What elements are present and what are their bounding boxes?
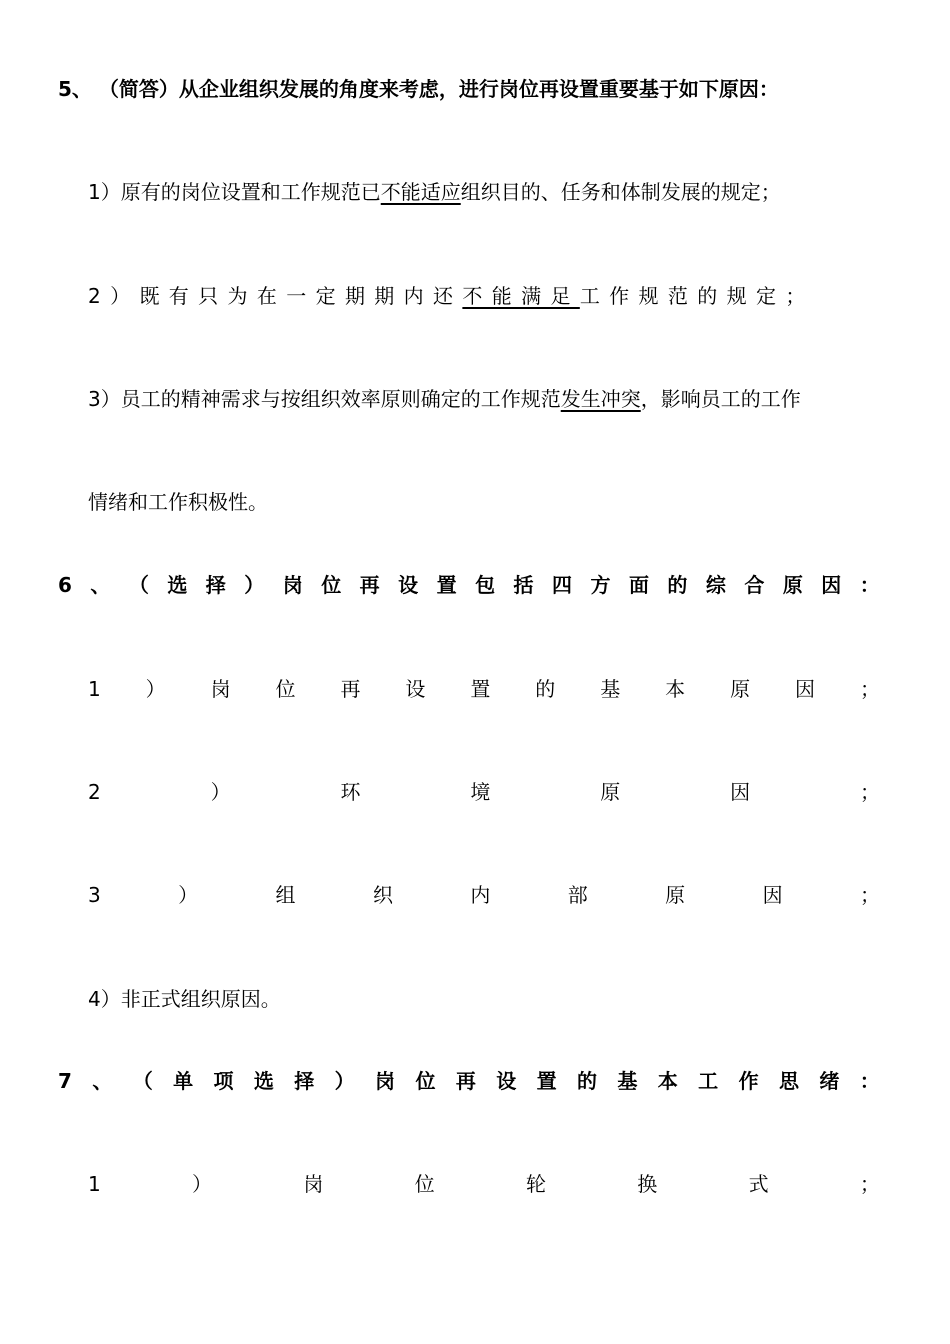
justified-char: 设 bbox=[496, 1069, 517, 1093]
question-7-heading bbox=[58, 1067, 880, 1095]
q5-point-2-post: 工 作 规 范 的 规 定 ； bbox=[579, 284, 807, 308]
justified-char: 3 bbox=[88, 883, 101, 907]
question-6-heading bbox=[58, 571, 880, 599]
q6-row-3 bbox=[88, 881, 880, 909]
justified-char: ） bbox=[334, 1069, 355, 1093]
justified-char: 选 bbox=[167, 573, 188, 597]
justified-char: 内 bbox=[470, 883, 491, 907]
q5-point-2-underlined: 不 能 满 足 bbox=[462, 284, 580, 308]
justified-char: 换 bbox=[637, 1172, 658, 1196]
justified-char: 岗 bbox=[282, 573, 303, 597]
justified-char: ； bbox=[859, 677, 880, 701]
justified-char: 的 bbox=[577, 1069, 597, 1093]
justified-char: 绪 bbox=[819, 1069, 840, 1093]
q5-point-3-post: ，影响员工的工作 bbox=[640, 387, 801, 411]
q6-row-4: 4）非正式组织原因。 bbox=[88, 987, 281, 1011]
justified-char: 项 bbox=[213, 1069, 234, 1093]
q5-point-2 bbox=[88, 282, 807, 310]
justified-char: 面 bbox=[628, 573, 649, 597]
justified-char: 设 bbox=[405, 677, 426, 701]
justified-char: 原 bbox=[730, 677, 751, 701]
justified-char: 位 bbox=[414, 1172, 435, 1196]
justified-char: ） bbox=[192, 1172, 213, 1196]
justified-char: 选 bbox=[253, 1069, 274, 1093]
justified-char: 包 bbox=[475, 573, 496, 597]
q5-point-1 bbox=[88, 178, 781, 206]
justified-char: 式 bbox=[748, 1172, 769, 1196]
justified-char: 置 bbox=[470, 677, 491, 701]
justified-char: 7 bbox=[58, 1069, 72, 1093]
justified-char: 组 bbox=[275, 883, 296, 907]
justified-char: 择 bbox=[205, 573, 226, 597]
justified-char: 原 bbox=[600, 780, 621, 804]
justified-char: 基 bbox=[600, 677, 621, 701]
justified-char: 再 bbox=[340, 677, 361, 701]
q5-point-3-pre: 3）员工的精神需求与按组织效率原则确定的工作规范 bbox=[88, 387, 561, 411]
justified-char: 位 bbox=[275, 677, 296, 701]
justified-char: ； bbox=[859, 780, 880, 804]
justified-char: 再 bbox=[359, 573, 380, 597]
justified-char: 基 bbox=[617, 1069, 638, 1093]
justified-char: 思 bbox=[778, 1069, 799, 1093]
justified-char: 织 bbox=[372, 883, 393, 907]
justified-char: 因 bbox=[821, 573, 842, 597]
justified-char: （ bbox=[128, 573, 149, 597]
q6-row-1 bbox=[88, 675, 880, 703]
justified-char: 合 bbox=[744, 573, 765, 597]
justified-char: 再 bbox=[455, 1069, 476, 1093]
justified-char: 岗 bbox=[375, 1069, 396, 1093]
justified-char: 原 bbox=[782, 573, 803, 597]
justified-char: 轮 bbox=[525, 1172, 546, 1196]
justified-char: 岗 bbox=[303, 1172, 324, 1196]
justified-char: 择 bbox=[294, 1069, 315, 1093]
justified-char: 原 bbox=[665, 883, 686, 907]
justified-char: 部 bbox=[567, 883, 588, 907]
question-5-heading: 5、 （简答）从企业组织发展的角度来考虑，进行岗位再设置重要基于如下原因： bbox=[58, 77, 779, 101]
justified-char: 、 bbox=[90, 573, 111, 597]
q7-row-1 bbox=[88, 1170, 880, 1198]
justified-char: 1 bbox=[88, 677, 101, 701]
justified-char: 因 bbox=[730, 780, 751, 804]
justified-char: 岗 bbox=[210, 677, 231, 701]
q5-point-1-underlined: 不能适应 bbox=[380, 180, 461, 204]
justified-char: 工 bbox=[698, 1069, 719, 1093]
justified-char: （ bbox=[132, 1069, 153, 1093]
justified-char: ； bbox=[859, 1172, 880, 1196]
q5-point-3-continuation: 情绪和工作积极性。 bbox=[88, 490, 268, 514]
q5-point-1-post: 组织目的、任务和体制发展的规定； bbox=[460, 180, 781, 204]
q5-point-1-pre: 1）原有的岗位设置和工作规范已 bbox=[88, 180, 381, 204]
q6-row-2 bbox=[88, 778, 880, 806]
justified-char: 境 bbox=[470, 780, 491, 804]
justified-char: 本 bbox=[657, 1069, 678, 1093]
justified-char: 方 bbox=[590, 573, 611, 597]
justified-char: 单 bbox=[173, 1069, 194, 1093]
justified-char: ： bbox=[859, 1069, 880, 1093]
justified-char: 作 bbox=[738, 1069, 759, 1093]
justified-char: 因 bbox=[762, 883, 783, 907]
justified-char: ： bbox=[859, 573, 880, 597]
q5-point-2-pre: 2 ） 既 有 只 为 在 一 定 期 期 内 还 bbox=[88, 284, 463, 308]
justified-char: 括 bbox=[513, 573, 534, 597]
justified-char: 的 bbox=[667, 573, 688, 597]
justified-char: 6 bbox=[58, 573, 72, 597]
justified-char: 、 bbox=[92, 1069, 113, 1093]
justified-char: 的 bbox=[535, 677, 556, 701]
justified-char: ） bbox=[145, 677, 166, 701]
justified-char: 置 bbox=[436, 573, 457, 597]
q5-point-3-underlined: 发生冲突 bbox=[560, 387, 641, 411]
q5-point-3 bbox=[88, 385, 801, 413]
justified-char: 本 bbox=[665, 677, 686, 701]
justified-char: 2 bbox=[88, 780, 101, 804]
justified-char: ） bbox=[244, 573, 265, 597]
justified-char: 四 bbox=[552, 573, 573, 597]
justified-char: ） bbox=[178, 883, 199, 907]
justified-char: 因 bbox=[795, 677, 816, 701]
justified-char: 设 bbox=[398, 573, 419, 597]
justified-char: 位 bbox=[321, 573, 342, 597]
justified-char: ） bbox=[210, 780, 231, 804]
justified-char: ； bbox=[859, 883, 880, 907]
justified-char: 环 bbox=[340, 780, 361, 804]
justified-char: 1 bbox=[88, 1172, 101, 1196]
justified-char: 置 bbox=[536, 1069, 557, 1093]
justified-char: 综 bbox=[705, 573, 726, 597]
justified-char: 位 bbox=[415, 1069, 436, 1093]
